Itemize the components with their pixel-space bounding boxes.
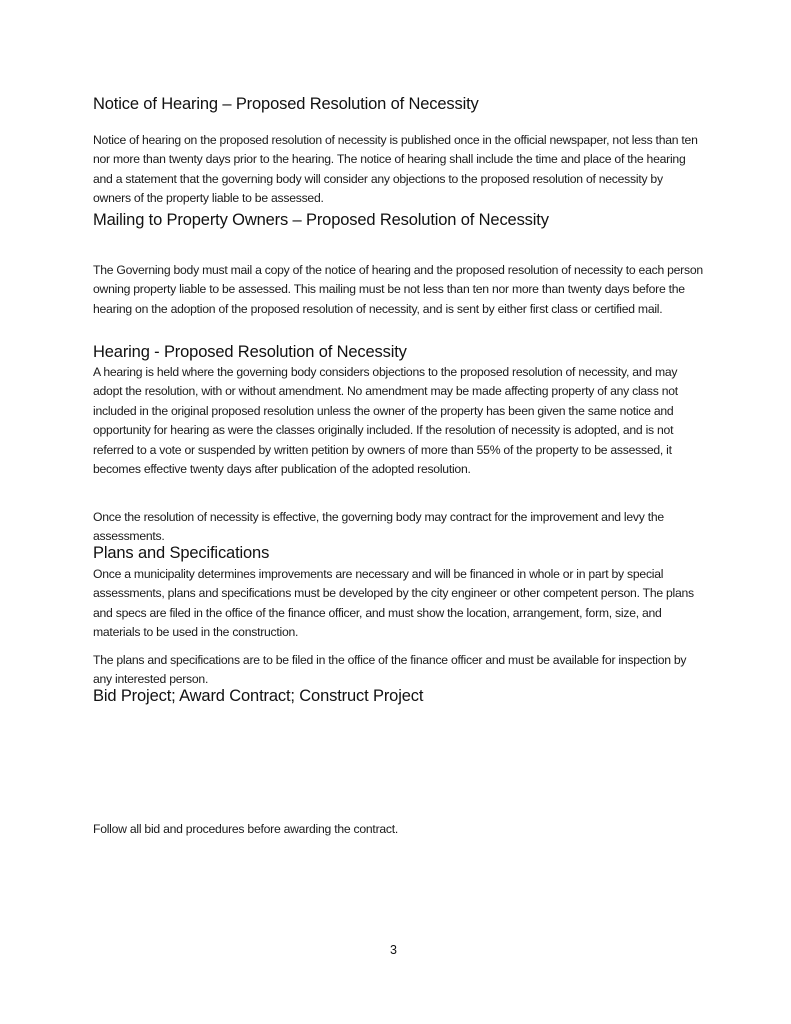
heading-mailing-to-property-owners: Mailing to Property Owners – Proposed Resolution of Necessity [93,211,549,229]
heading-notice-of-hearing: Notice of Hearing – Proposed Resolution of Necessity [93,95,479,113]
paragraph-notice-of-hearing: Notice of hearing on the proposed resolution of necessity is published once in the official newspaper, not less than ten nor more than twenty days prior to the hearing. The notice of hearing shall include the time and place of the hearing and a statement that the governing body will consider any objections to the proposed resolution of necessity by owners of the property liable to be assessed. [93,133,698,206]
page-number: 3 [390,943,397,957]
heading-plans-and-specifications: Plans and Specifications [93,544,270,562]
paragraph-bid-project: Follow all bid and procedures before awarding the contract. [93,822,399,836]
paragraph-plans-1: Once a municipality determines improvements are necessary and will be financed in whole or in part by special assessments, plans and specifications must be developed by the city engineer or other competent person. The plans and specs are filed in the office of the finance officer, and must show the location, arrangement, form, size, and materials to be used in the construction. [93,567,694,640]
heading-hearing: Hearing - Proposed Resolution of Necessity [93,343,407,361]
paragraph-plans-2: The plans and specifications are to be filed in the office of the finance officer and must be available for inspection by any interested person. [93,653,687,687]
paragraph-hearing-2: Once the resolution of necessity is effective, the governing body may contract for the improvement and levy the assessments. [93,510,664,544]
paragraph-hearing-1: A hearing is held where the governing body considers objections to the proposed resolution of necessity, and may adopt the resolution, with or without amendment. No amendment may be made affecting property of any class not included in the original proposed resolution unless the owner of the property has been given the same notice and opportunity for hearing as were the classes originally included. If the resolution of necessity is adopted, and is not referred to a vote or suspended by written petition by owners of more than 55% of the property to be assessed, it becomes effective twenty days after publication of the adopted resolution. [93,365,678,477]
paragraph-mailing-to-property-owners: The Governing body must mail a copy of the notice of hearing and the proposed resolution of necessity to each person owning property liable to be assessed. This mailing must be not less than ten nor more than twenty days before the hearing on the adoption of the proposed resolution of necessity, and is sent by either first class or certified mail. [93,263,703,316]
heading-bid-project: Bid Project; Award Contract; Construct Project [93,687,424,705]
